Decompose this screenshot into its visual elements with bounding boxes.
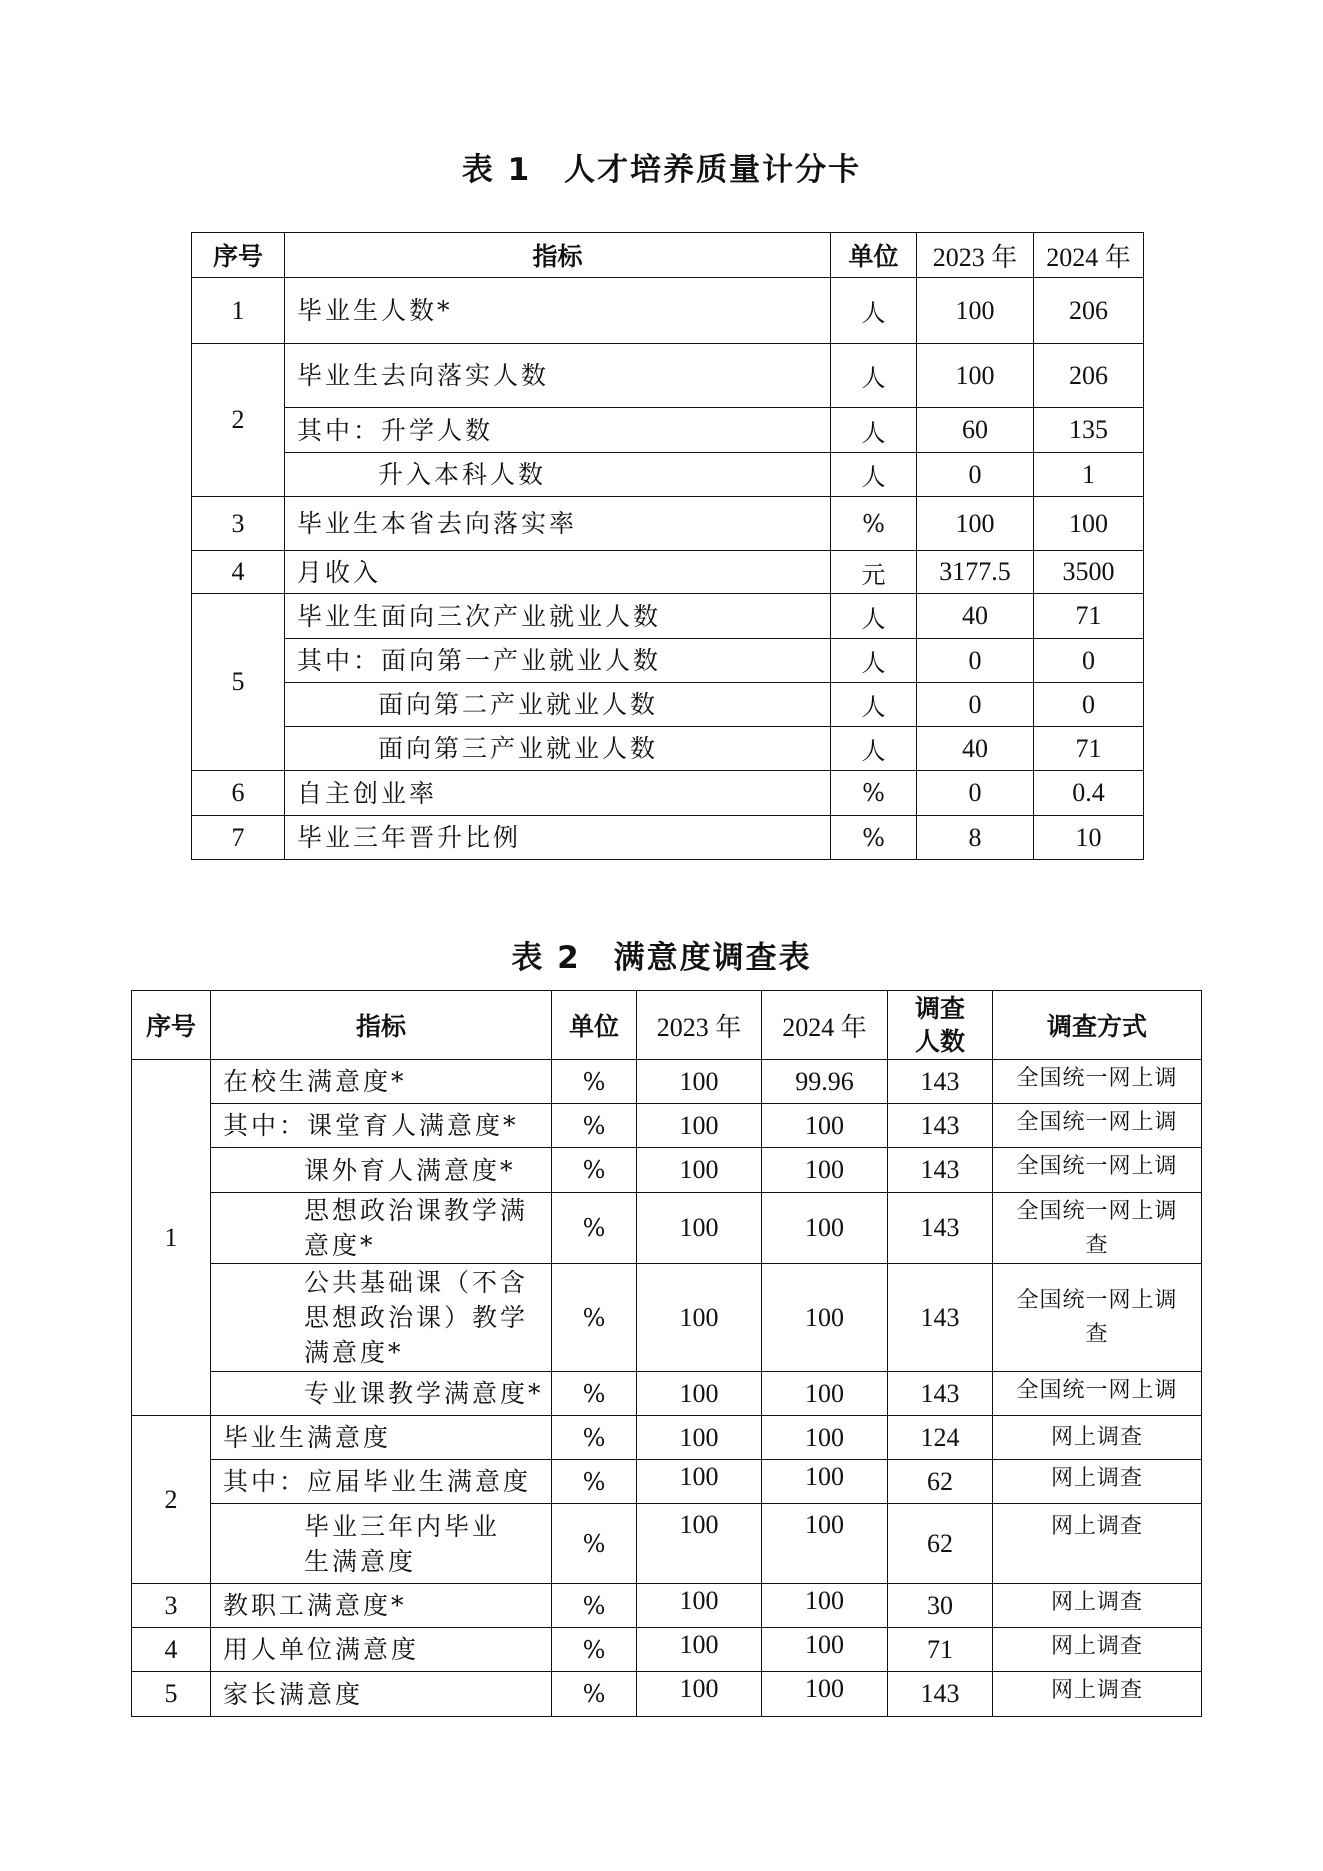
unit-cell: % <box>552 1193 637 1264</box>
value-2023: 100 <box>917 278 1034 344</box>
row-number: 2 <box>192 344 285 497</box>
talent-scorecard-table <box>191 232 1144 860</box>
table-row <box>192 453 1144 497</box>
table-row <box>192 497 1144 551</box>
table-row <box>132 1193 1202 1264</box>
indicator-cell: 用人单位满意度 <box>211 1628 552 1672</box>
header-cell: 2024 年 <box>1034 233 1144 278</box>
unit-cell: 人 <box>831 683 917 727</box>
table-row <box>132 1584 1202 1628</box>
value-2024: 0 <box>1034 683 1144 727</box>
row-number: 1 <box>132 1060 211 1416</box>
header-cell: 指标 <box>211 991 552 1060</box>
survey-count: 124 <box>888 1416 993 1460</box>
table-row <box>132 1060 1202 1104</box>
indicator-cell: 毕业生人数* <box>285 278 831 344</box>
unit-cell: % <box>552 1672 637 1717</box>
value-2024: 10 <box>1034 816 1144 860</box>
row-number: 3 <box>132 1584 211 1628</box>
survey-method: 全国统一网上调 <box>993 1372 1202 1416</box>
table-row <box>132 1104 1202 1148</box>
survey-method: 全国统一网上调 <box>993 1060 1202 1104</box>
header-cell: 2023 年 <box>637 991 762 1060</box>
table-header-row <box>192 233 1144 278</box>
unit-cell: 人 <box>831 453 917 497</box>
unit-cell: 人 <box>831 344 917 408</box>
survey-count-header: 调查人数 <box>914 994 965 1056</box>
value-2024: 0.4 <box>1034 771 1144 816</box>
survey-method: 网上调查 <box>993 1584 1202 1628</box>
row-number: 5 <box>192 594 285 771</box>
value-2024: 0 <box>1034 639 1144 683</box>
indicator-cell: 家长满意度 <box>211 1672 552 1717</box>
value-2023: 0 <box>917 683 1034 727</box>
value-2023: 100 <box>637 1628 762 1672</box>
survey-method: 网上调查 <box>993 1460 1202 1504</box>
unit-cell: % <box>552 1372 637 1416</box>
unit-cell: % <box>552 1628 637 1672</box>
value-2023: 0 <box>917 639 1034 683</box>
row-number: 6 <box>192 771 285 816</box>
unit-cell: % <box>831 816 917 860</box>
row-number: 3 <box>192 497 285 551</box>
value-2023: 100 <box>637 1504 762 1584</box>
survey-count: 143 <box>888 1104 993 1148</box>
value-2024: 3500 <box>1034 551 1144 594</box>
value-2024: 71 <box>1034 594 1144 639</box>
unit-cell: % <box>831 771 917 816</box>
table-row <box>132 1504 1202 1584</box>
table-row <box>132 1460 1202 1504</box>
survey-count: 62 <box>888 1504 993 1584</box>
row-number: 4 <box>192 551 285 594</box>
satisfaction-survey-table <box>131 990 1202 1717</box>
survey-count: 143 <box>888 1193 993 1264</box>
value-2023: 100 <box>917 497 1034 551</box>
value-2023: 100 <box>637 1060 762 1104</box>
indicator-cell: 毕业三年晋升比例 <box>285 816 831 860</box>
value-2024: 100 <box>762 1504 888 1584</box>
value-2024: 206 <box>1034 278 1144 344</box>
value-2024: 100 <box>762 1460 888 1504</box>
value-2024: 100 <box>762 1628 888 1672</box>
value-2024: 99.96 <box>762 1060 888 1104</box>
survey-method: 网上调查 <box>993 1416 1202 1460</box>
unit-cell: % <box>831 497 917 551</box>
value-2023: 40 <box>917 727 1034 771</box>
value-2024: 100 <box>762 1193 888 1264</box>
value-2024: 206 <box>1034 344 1144 408</box>
header-cell: 2023 年 <box>917 233 1034 278</box>
value-2024: 100 <box>762 1372 888 1416</box>
survey-method: 全国统一网上调 <box>993 1104 1202 1148</box>
row-number: 1 <box>192 278 285 344</box>
value-2023: 100 <box>637 1416 762 1460</box>
unit-cell: 人 <box>831 727 917 771</box>
table1-title: 表 1 人才培养质量计分卡 <box>461 152 862 188</box>
value-2024: 100 <box>762 1104 888 1148</box>
table-row <box>192 727 1144 771</box>
survey-count: 143 <box>888 1060 993 1104</box>
row-number: 2 <box>132 1416 211 1584</box>
table-row <box>132 1148 1202 1193</box>
survey-method: 全国统一网上调 <box>993 1148 1202 1193</box>
survey-method: 全国统一网上调查 <box>993 1193 1202 1264</box>
table-row <box>192 771 1144 816</box>
value-2023: 40 <box>917 594 1034 639</box>
unit-cell: % <box>552 1504 637 1584</box>
indicator-cell: 课外育人满意度* <box>211 1148 552 1193</box>
header-cell <box>888 991 993 1060</box>
unit-cell: 人 <box>831 594 917 639</box>
value-2023: 100 <box>637 1104 762 1148</box>
value-2024: 1 <box>1034 453 1144 497</box>
indicator-cell: 其中：面向第一产业就业人数 <box>285 639 831 683</box>
survey-count: 143 <box>888 1672 993 1717</box>
unit-cell: 人 <box>831 278 917 344</box>
value-2024: 100 <box>762 1584 888 1628</box>
indicator-cell: 毕业生本省去向落实率 <box>285 497 831 551</box>
indicator-cell: 月收入 <box>285 551 831 594</box>
header-cell: 单位 <box>831 233 917 278</box>
value-2024: 100 <box>762 1148 888 1193</box>
indicator-cell: 毕业三年内毕业生满意度 <box>211 1504 552 1584</box>
header-cell: 序号 <box>132 991 211 1060</box>
header-cell: 单位 <box>552 991 637 1060</box>
value-2024: 135 <box>1034 408 1144 453</box>
table-row <box>192 408 1144 453</box>
table-row <box>192 639 1144 683</box>
value-2023: 100 <box>637 1264 762 1372</box>
table-header-row <box>132 991 1202 1060</box>
indicator-cell: 思想政治课教学满意度* <box>211 1193 552 1264</box>
indicator-cell: 升入本科人数 <box>285 453 831 497</box>
table-row <box>132 1672 1202 1717</box>
value-2023: 0 <box>917 453 1034 497</box>
survey-method: 网上调查 <box>993 1672 1202 1717</box>
value-2023: 0 <box>917 771 1034 816</box>
unit-cell: 人 <box>831 408 917 453</box>
indicator-cell: 教职工满意度* <box>211 1584 552 1628</box>
survey-count: 30 <box>888 1584 993 1628</box>
survey-method: 全国统一网上调查 <box>993 1264 1202 1372</box>
unit-cell: % <box>552 1584 637 1628</box>
header-cell: 2024 年 <box>762 991 888 1060</box>
header-cell: 序号 <box>192 233 285 278</box>
table-row <box>132 1264 1202 1372</box>
table-row <box>192 344 1144 408</box>
indicator-cell: 其中：升学人数 <box>285 408 831 453</box>
indicator-cell: 其中：应届毕业生满意度 <box>211 1460 552 1504</box>
table-row <box>192 594 1144 639</box>
indicator-cell: 毕业生面向三次产业就业人数 <box>285 594 831 639</box>
table-row <box>132 1372 1202 1416</box>
header-cell: 调查方式 <box>993 991 1202 1060</box>
unit-cell: % <box>552 1060 637 1104</box>
survey-count: 143 <box>888 1372 993 1416</box>
unit-cell: % <box>552 1148 637 1193</box>
unit-cell: % <box>552 1460 637 1504</box>
survey-count: 62 <box>888 1460 993 1504</box>
indicator-cell: 面向第三产业就业人数 <box>285 727 831 771</box>
survey-method: 网上调查 <box>993 1628 1202 1672</box>
value-2023: 100 <box>637 1584 762 1628</box>
table-row <box>192 816 1144 860</box>
value-2023: 100 <box>637 1460 762 1504</box>
table-row <box>192 551 1144 594</box>
value-2023: 8 <box>917 816 1034 860</box>
unit-cell: 人 <box>831 639 917 683</box>
value-2023: 3177.5 <box>917 551 1034 594</box>
value-2023: 100 <box>637 1672 762 1717</box>
value-2023: 100 <box>637 1193 762 1264</box>
indicator-cell: 毕业生去向落实人数 <box>285 344 831 408</box>
indicator-cell: 其中：课堂育人满意度* <box>211 1104 552 1148</box>
value-2024: 100 <box>762 1264 888 1372</box>
value-2023: 100 <box>637 1148 762 1193</box>
value-2024: 100 <box>762 1672 888 1717</box>
value-2023: 60 <box>917 408 1034 453</box>
value-2023: 100 <box>637 1372 762 1416</box>
table2-title: 表 2 满意度调查表 <box>511 940 812 976</box>
table-row <box>132 1416 1202 1460</box>
indicator-cell: 专业课教学满意度* <box>211 1372 552 1416</box>
survey-count: 71 <box>888 1628 993 1672</box>
unit-cell: % <box>552 1416 637 1460</box>
header-cell: 指标 <box>285 233 831 278</box>
survey-count: 143 <box>888 1148 993 1193</box>
row-number: 5 <box>132 1672 211 1717</box>
table-row <box>132 1628 1202 1672</box>
unit-cell: 元 <box>831 551 917 594</box>
value-2023: 100 <box>917 344 1034 408</box>
value-2024: 100 <box>762 1416 888 1460</box>
indicator-cell: 自主创业率 <box>285 771 831 816</box>
value-2024: 100 <box>1034 497 1144 551</box>
unit-cell: % <box>552 1264 637 1372</box>
indicator-cell: 毕业生满意度 <box>211 1416 552 1460</box>
indicator-cell: 在校生满意度* <box>211 1060 552 1104</box>
survey-count: 143 <box>888 1264 993 1372</box>
table-row <box>192 683 1144 727</box>
survey-method: 网上调查 <box>993 1504 1202 1584</box>
indicator-cell: 公共基础课（不含思想政治课）教学满意度* <box>211 1264 552 1372</box>
value-2024: 71 <box>1034 727 1144 771</box>
row-number: 7 <box>192 816 285 860</box>
unit-cell: % <box>552 1104 637 1148</box>
indicator-cell: 面向第二产业就业人数 <box>285 683 831 727</box>
table-row <box>192 278 1144 344</box>
row-number: 4 <box>132 1628 211 1672</box>
